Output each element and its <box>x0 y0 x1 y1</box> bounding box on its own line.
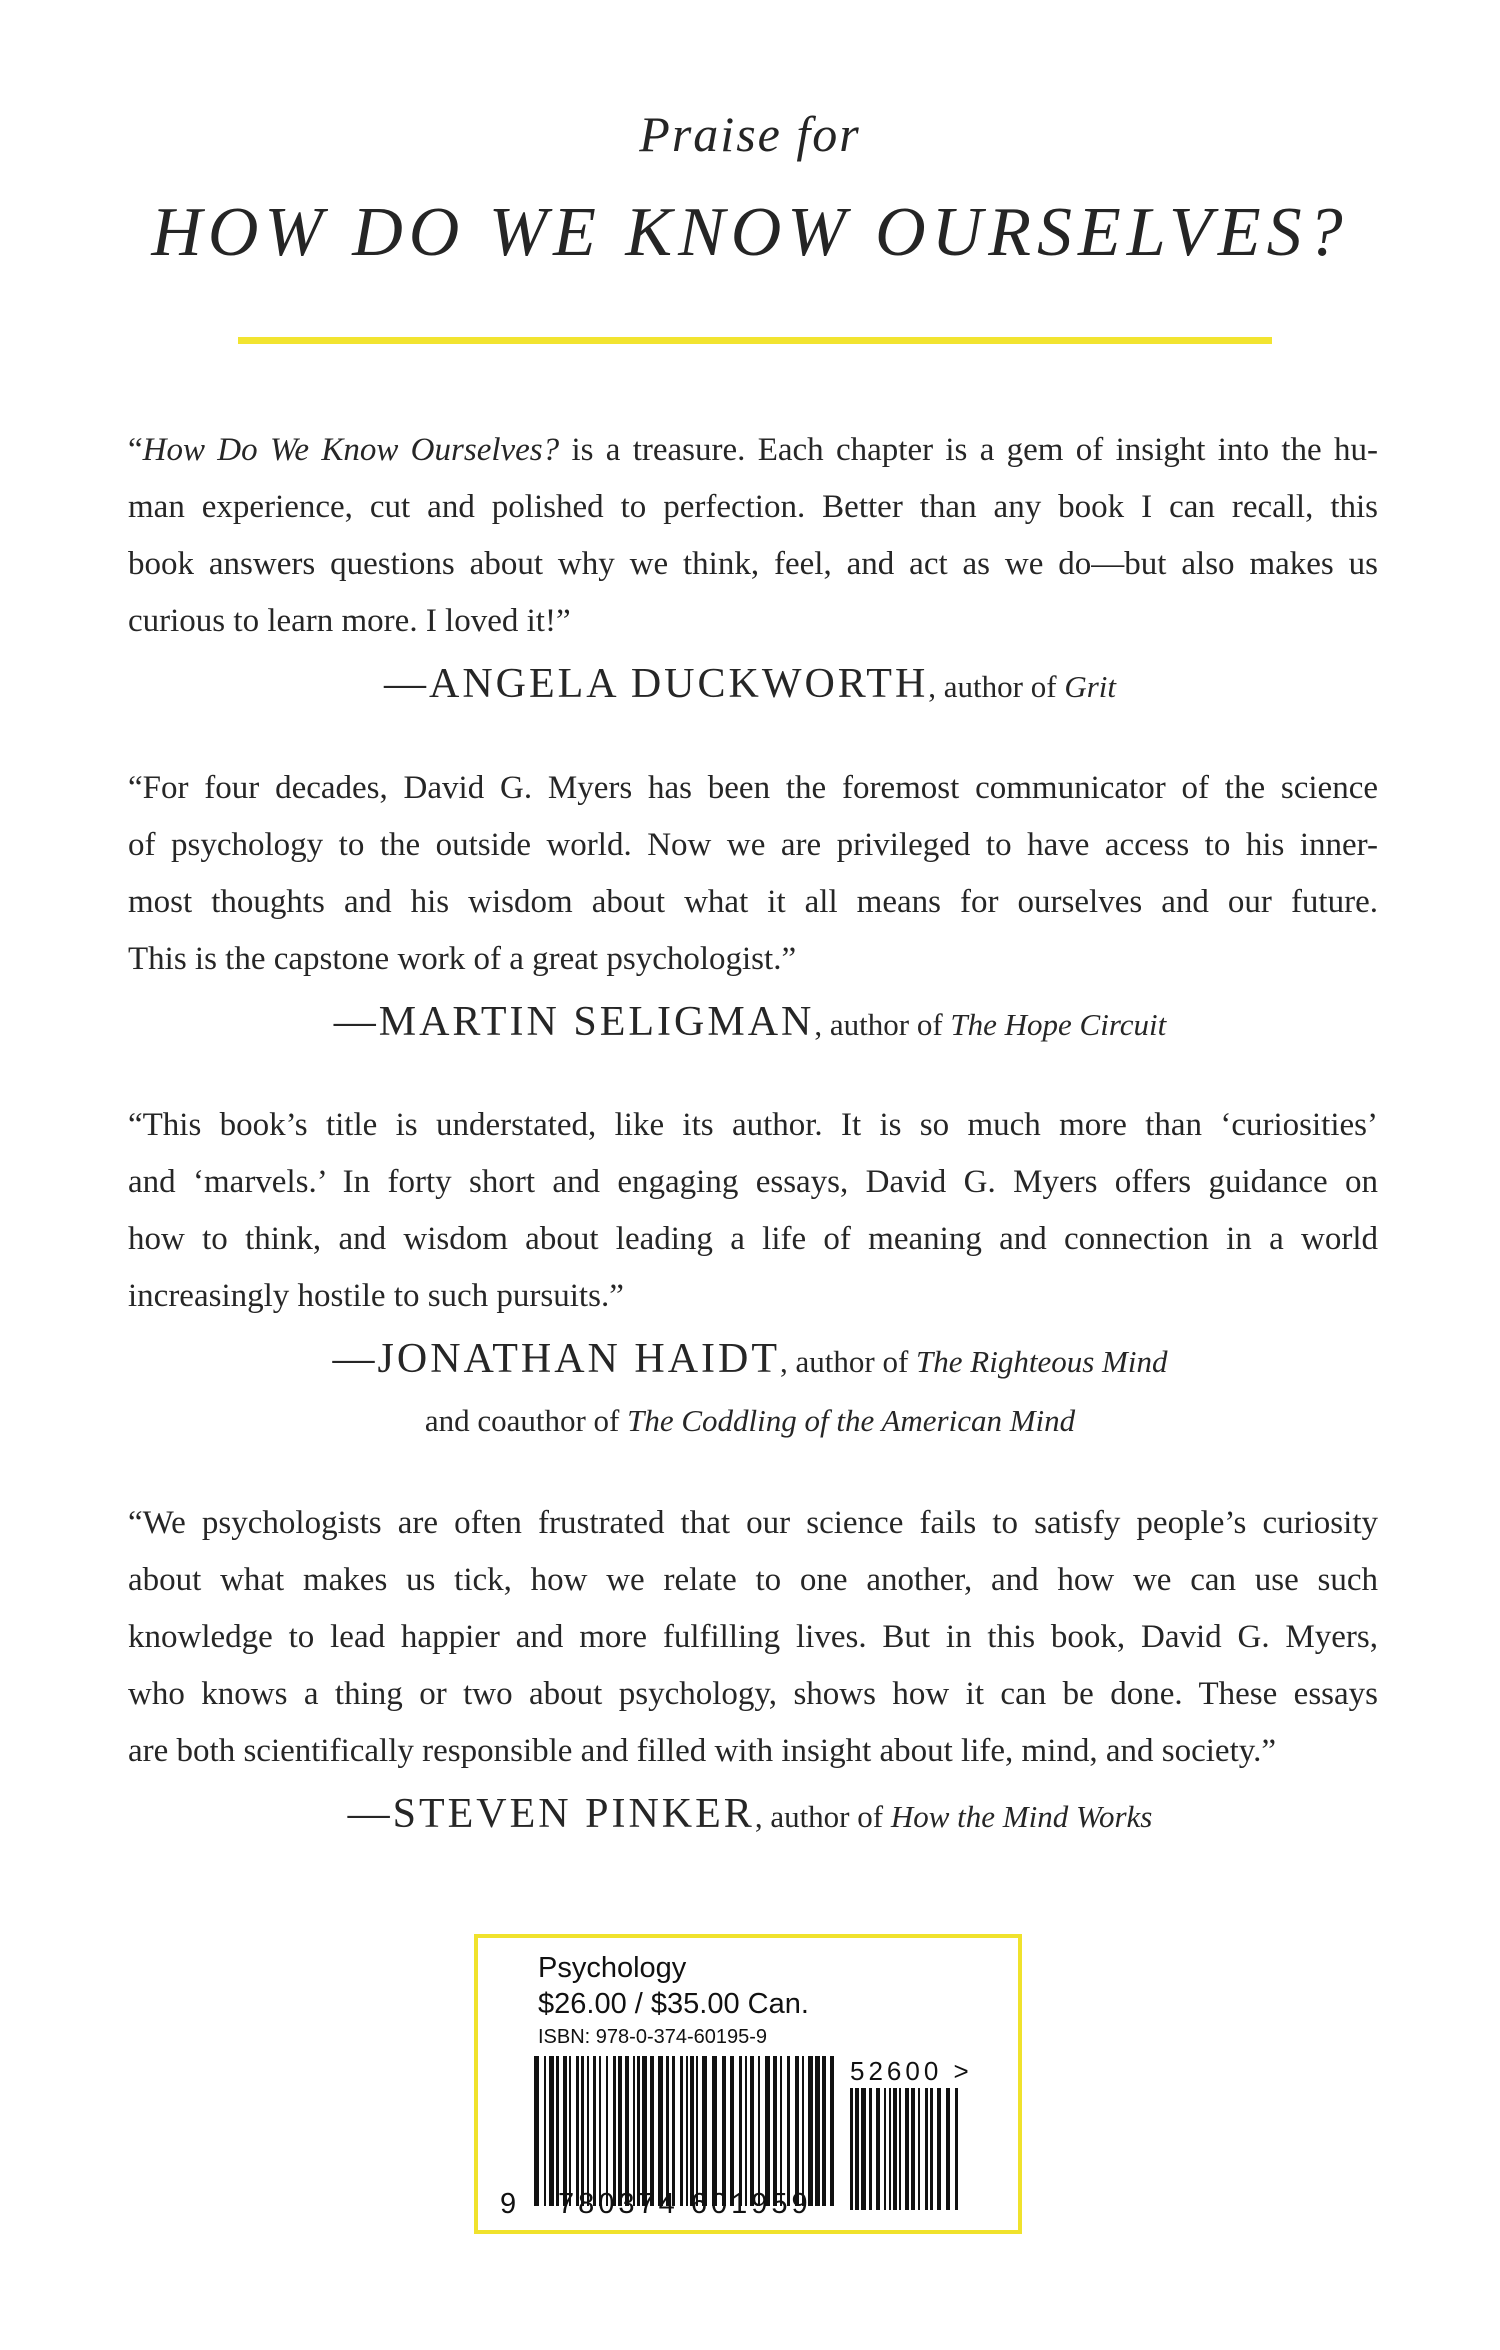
quote-line: “How Do We Know Ourselves? is a treasure. Each chapter is a gem of insight into the hu- <box>128 432 1378 468</box>
barcode-bar <box>637 2056 640 2206</box>
barcode-bar <box>658 2056 663 2206</box>
quote-line: man experience, cut and polished to perfection. Better than any book I can recall, this <box>128 489 1378 525</box>
barcode-bar <box>889 2088 891 2210</box>
barcode-bar <box>876 2088 880 2210</box>
barcode-bar <box>606 2056 608 2206</box>
barcode-bar <box>672 2056 675 2206</box>
barcode-bar <box>808 2056 813 2206</box>
barcode-bar <box>899 2088 901 2210</box>
quote-line: book answers questions about why we think, feel, and act as we do—but also makes us <box>128 546 1378 582</box>
barcode-bar <box>780 2056 782 2206</box>
barcode-bar <box>937 2088 941 2210</box>
quote-line: knowledge to lead happier and more fulfilling lives. But in this book, David G. Myers, <box>128 1619 1378 1655</box>
barcode-bar <box>642 2056 647 2206</box>
barcode-bar <box>918 2088 920 2210</box>
barcode-bar <box>549 2056 554 2206</box>
barcode-bar <box>739 2056 742 2206</box>
author-work: How the Mind Works <box>890 1799 1153 1834</box>
barcode-bar <box>869 2088 872 2210</box>
barcode-lead-digit: 9 <box>500 2188 521 2220</box>
barcode-bar <box>802 2056 804 2206</box>
barcode-bar <box>712 2056 717 2206</box>
barcode-bar <box>930 2088 933 2210</box>
quote-seligman <box>128 760 1378 988</box>
quote-line: increasingly hostile to such pursuits.” <box>128 1278 624 1314</box>
quote-line: how to think, and wisdom about leading a life of meaning and connection in a world <box>128 1221 1378 1257</box>
barcode-bar <box>599 2056 601 2206</box>
barcode-bar <box>815 2056 820 2206</box>
barcode-bar <box>795 2056 799 2206</box>
barcode-bar <box>730 2056 734 2206</box>
barcode-bar <box>925 2088 928 2210</box>
barcode-bar <box>569 2056 571 2206</box>
quote-line: most thoughts and his wisdom about what it all means for ourselves and our future. <box>128 884 1378 920</box>
quote-line: This is the capstone work of a great psychologist.” <box>128 941 797 977</box>
author-work: Grit <box>1064 669 1116 704</box>
quote-book-title: How Do We Know Ourselves? <box>142 432 560 468</box>
barcode-bar <box>830 2056 834 2206</box>
quote-line: and ‘marvels.’ In forty short and engaging essays, David G. Myers offers guidance on <box>128 1164 1378 1200</box>
author-work: The Coddling of the American Mind <box>627 1403 1076 1438</box>
barcode-bar <box>680 2056 683 2206</box>
barcode-bar <box>850 2088 853 2210</box>
barcode-bar <box>745 2056 747 2206</box>
quote-line: “This book’s title is understated, like its author. It is so much more than ‘curiosities’ <box>128 1107 1378 1143</box>
barcode-bar <box>861 2088 866 2210</box>
barcode-bar <box>893 2088 897 2210</box>
quote-line: “For four decades, David G. Myers has been the foremost communicator of the science <box>128 770 1378 806</box>
barcode-bar <box>855 2088 859 2210</box>
barcode-bar <box>593 2056 596 2206</box>
attribution-haidt: —JONATHAN HAIDT, author of The Righteous Mind <box>332 1336 1168 1382</box>
barcode-bar <box>702 2056 707 2206</box>
book-title: HOW DO WE KNOW OURSELVES? <box>151 194 1349 271</box>
barcode-bar <box>722 2056 726 2206</box>
barcode-bar <box>696 2056 698 2206</box>
price-addon-barcode <box>850 2088 960 2210</box>
addon-digits: 52600 > <box>850 2056 973 2086</box>
barcode-bar <box>650 2056 654 2206</box>
author-name: JONATHAN HAIDT <box>377 1336 780 1382</box>
author-name: MARTIN SELIGMAN <box>378 999 815 1045</box>
barcode-bar <box>666 2056 669 2206</box>
barcode-bar <box>633 2056 635 2206</box>
quote-duckworth <box>128 422 1378 650</box>
quote-line: of psychology to the outside world. Now we are privileged to have access to his inner- <box>128 827 1378 863</box>
barcode-bar <box>576 2056 579 2206</box>
barcode-bar <box>587 2056 589 2206</box>
quote-haidt <box>128 1097 1378 1325</box>
author-name: ANGELA DUCKWORTH <box>429 661 929 707</box>
barcode-bar <box>750 2056 754 2206</box>
barcode-bar <box>765 2056 770 2206</box>
barcode-bar <box>581 2056 584 2206</box>
yellow-divider <box>238 337 1272 344</box>
barcode-bar <box>556 2056 559 2206</box>
barcode-bar <box>773 2056 777 2206</box>
barcode-bar <box>534 2056 539 2206</box>
attribution-pinker: —STEVEN PINKER, author of How the Mind Works <box>347 1791 1153 1837</box>
attribution-haidt-coauthor: and coauthor of The Coddling of the American Mind <box>424 1403 1076 1438</box>
isbn-label: ISBN: 978-0-374-60195-9 <box>538 2026 768 2048</box>
author-name: STEVEN PINKER <box>392 1791 755 1837</box>
barcode-bar <box>758 2056 760 2206</box>
barcode-bar <box>613 2056 616 2206</box>
barcode-bar <box>911 2088 915 2210</box>
barcode-bar <box>690 2056 694 2206</box>
barcode-bar <box>686 2056 688 2206</box>
author-work: The Hope Circuit <box>950 1007 1167 1042</box>
price-label: $26.00 / $35.00 Can. <box>538 1988 809 2020</box>
quote-line: about what makes us tick, how we relate to one another, and how we can use such <box>128 1562 1378 1598</box>
quote-pinker <box>128 1495 1378 1780</box>
category-label: Psychology <box>538 1952 687 1984</box>
barcode-bar <box>905 2088 909 2210</box>
quote-line: curious to learn more. I loved it!” <box>128 603 571 639</box>
barcode-digits: 780374 601959 <box>558 2188 812 2220</box>
ean13-barcode <box>534 2056 834 2206</box>
barcode-bar <box>787 2056 790 2206</box>
attribution-duckworth: —ANGELA DUCKWORTH, author of Grit <box>384 661 1116 707</box>
author-work: The Righteous Mind <box>916 1344 1168 1379</box>
barcode-bar <box>563 2056 567 2206</box>
barcode-bar <box>625 2056 629 2206</box>
quote-line: “We psychologists are often frustrated that our science fails to satisfy people’s curiosity <box>128 1505 1378 1541</box>
quote-line: are both scientifically responsible and filled with insight about life, mind, and society.” <box>128 1733 1276 1769</box>
barcode-bar <box>618 2056 622 2206</box>
barcode-bar <box>822 2056 826 2206</box>
barcode-bar <box>884 2088 886 2210</box>
praise-heading: Praise for <box>639 106 861 162</box>
barcode-bar <box>946 2088 950 2210</box>
barcode-bar <box>955 2088 958 2210</box>
attribution-seligman: —MARTIN SELIGMAN, author of The Hope Circuit <box>333 999 1167 1045</box>
price-barcode-box <box>474 1934 1022 2234</box>
barcode-bar <box>544 2056 546 2206</box>
quote-line: who knows a thing or two about psychology, shows how it can be done. These essays <box>128 1676 1378 1712</box>
